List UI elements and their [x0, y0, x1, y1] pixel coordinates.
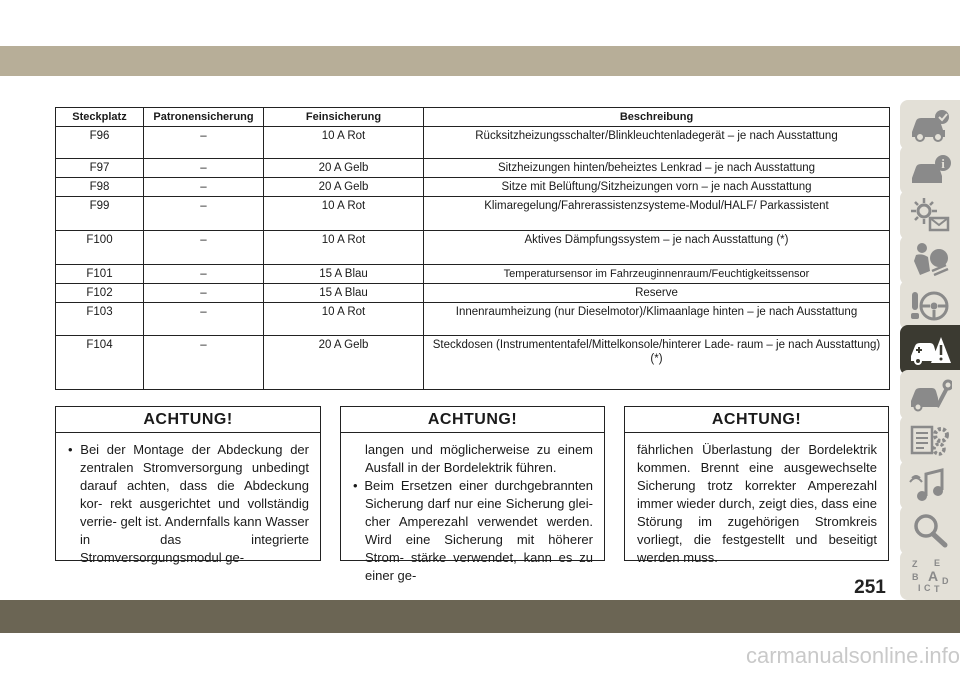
- warning-title: ACHTUNG!: [341, 407, 604, 433]
- table-row: [56, 231, 890, 265]
- warning-title: ACHTUNG!: [625, 407, 888, 433]
- roadside-emergency-icon: [908, 331, 952, 369]
- cell-cartridge: –: [144, 336, 264, 390]
- table-row: [56, 284, 890, 303]
- cell-cartridge: –: [144, 178, 264, 197]
- watermark: carmanualsonline.info: [745, 643, 960, 668]
- cell-cartridge: –: [144, 127, 264, 159]
- car-maintenance-wrench-icon: [908, 376, 952, 414]
- cell-slot: F104: [56, 336, 144, 390]
- svg-text:C: C: [924, 583, 931, 593]
- svg-text:i: i: [941, 156, 945, 171]
- cell-mini: 20 A Gelb: [264, 159, 424, 178]
- cell-mini: 10 A Rot: [264, 303, 424, 336]
- page-number: 251: [854, 577, 886, 598]
- cell-slot: F98: [56, 178, 144, 197]
- warning-paragraph: • Beim Ersetzen einer durchgebrannten Sicherung darf nur eine Sicherung glei- cher Amperezahl verwendet werden. Wird eine Sicherung mit höherer Strom- stärke verwendet, kann es zu einer ge-: [353, 478, 593, 583]
- header-cartridge-fuse: Patronensicherung: [144, 108, 264, 127]
- cell-cartridge: –: [144, 284, 264, 303]
- cell-slot: F102: [56, 284, 144, 303]
- fuse-table: [55, 107, 890, 390]
- cell-slot: F103: [56, 303, 144, 336]
- cell-mini: 10 A Rot: [264, 197, 424, 231]
- svg-text:D: D: [942, 576, 949, 586]
- tab-alphabetical-index[interactable]: [900, 550, 960, 600]
- cell-description: Sitzheizungen hinten/beheiztes Lenkrad – je nach Ausstattung: [424, 159, 890, 178]
- cell-slot: F99: [56, 197, 144, 231]
- header-slot: Steckplatz: [56, 108, 144, 127]
- svg-text:B: B: [912, 572, 919, 582]
- svg-text:E: E: [934, 558, 941, 568]
- cell-description: Steckdosen (Instrumententafel/Mittelkonsole/hinterer Lade- raum – je nach Ausstattung) (*): [424, 336, 890, 390]
- warning-text: [625, 433, 888, 567]
- cell-description: Klimaregelung/Fahrerassistenzsysteme-Modul/HALF/ Parkassistent: [424, 197, 890, 231]
- car-dashboard-info-icon: [908, 151, 952, 189]
- tab-car-info[interactable]: [900, 100, 960, 150]
- cell-description: Sitze mit Belüftung/Sitzheizungen vorn – je nach Ausstattung: [424, 178, 890, 197]
- cell-cartridge: –: [144, 159, 264, 178]
- cell-cartridge: –: [144, 303, 264, 336]
- specifications-gear-icon: [908, 421, 952, 459]
- tab-maintenance[interactable]: [900, 370, 960, 420]
- cell-mini: 15 A Blau: [264, 265, 424, 284]
- cell-slot: F101: [56, 265, 144, 284]
- warning-box: [624, 406, 889, 565]
- warning-title: ACHTUNG!: [56, 407, 320, 433]
- cell-description: Rücksitzheizungsschalter/Blinkleuchtenladegerät – je nach Ausstattung: [424, 127, 890, 159]
- warning-lights-icon: [908, 196, 952, 234]
- cell-description: Innenraumheizung (nur Dieselmotor)/Klimaanlage hinten – je nach Ausstattung: [424, 303, 890, 336]
- cell-mini: 20 A Gelb: [264, 178, 424, 197]
- alphabet-index-icon: [908, 556, 952, 594]
- header-description: Beschreibung: [424, 108, 890, 127]
- steering-wheel-driving-icon: [908, 286, 952, 324]
- table-row: [56, 159, 890, 178]
- table-row: [56, 265, 890, 284]
- cell-cartridge: –: [144, 197, 264, 231]
- table-header-row: [56, 108, 890, 127]
- cell-description: Temperatursensor im Fahrzeuginnenraum/Feuchtigkeitssensor: [424, 265, 890, 284]
- table-row: [56, 197, 890, 231]
- multimedia-music-icon: [908, 466, 952, 504]
- tab-search[interactable]: [900, 505, 960, 555]
- tab-safety[interactable]: [900, 235, 960, 285]
- svg-text:Z: Z: [912, 559, 918, 569]
- svg-text:A: A: [928, 568, 939, 584]
- svg-text:I: I: [918, 583, 921, 593]
- warning-paragraph: fährlichen Überlastung der Bordelektrik kommen. Brennt eine ausgewechselte Sicherung trotz korrekter Amperezahl immer wieder durch, zeigt dies, dass eine Störung im zugehörigen Stromkreis vorliegt, die festgestellt und beseitigt werden muss.: [637, 442, 877, 565]
- search-index-icon: [908, 511, 952, 549]
- cell-mini: 10 A Rot: [264, 127, 424, 159]
- cell-slot: F100: [56, 231, 144, 265]
- warning-paragraph: langen und möglicherweise zu einem Ausfall in der Bordelektrik führen.: [365, 442, 593, 475]
- top-color-band: [0, 46, 960, 76]
- svg-text:T: T: [934, 584, 940, 594]
- warning-box: [55, 406, 321, 565]
- cell-cartridge: –: [144, 231, 264, 265]
- cell-description: Aktives Dämpfungssystem – je nach Ausstattung (*): [424, 231, 890, 265]
- cell-mini: 20 A Gelb: [264, 336, 424, 390]
- bottom-color-band: [0, 600, 960, 633]
- warning-text: [56, 433, 320, 567]
- cell-cartridge: –: [144, 265, 264, 284]
- cell-mini: 10 A Rot: [264, 231, 424, 265]
- tab-driving[interactable]: [900, 280, 960, 330]
- warning-paragraph: • Bei der Montage der Abdeckung der zentralen Stromversorgung unbedingt darauf achten, dass die Abdeckung kor- rekt ausgerichtet und vollständig verrie- gelt ist. Andernfalls kann Wasser in das integrierte Stromversorgungsmodul ge-: [68, 442, 309, 565]
- airbag-safety-icon: [908, 241, 952, 279]
- tab-dashboard-info[interactable]: [900, 145, 960, 195]
- table-row: [56, 127, 890, 159]
- table-row: [56, 178, 890, 197]
- header-mini-fuse: Feinsicherung: [264, 108, 424, 127]
- cell-mini: 15 A Blau: [264, 284, 424, 303]
- tab-specifications[interactable]: [900, 415, 960, 465]
- tab-multimedia[interactable]: [900, 460, 960, 510]
- warning-box: [340, 406, 605, 583]
- car-info-icon: [908, 106, 952, 144]
- cell-description: Reserve: [424, 284, 890, 303]
- table-row: [56, 303, 890, 336]
- cell-slot: F96: [56, 127, 144, 159]
- table-row: [56, 336, 890, 390]
- warning-text: [341, 433, 604, 585]
- tab-emergency[interactable]: [900, 325, 960, 375]
- tab-warning-lights[interactable]: [900, 190, 960, 240]
- cell-slot: F97: [56, 159, 144, 178]
